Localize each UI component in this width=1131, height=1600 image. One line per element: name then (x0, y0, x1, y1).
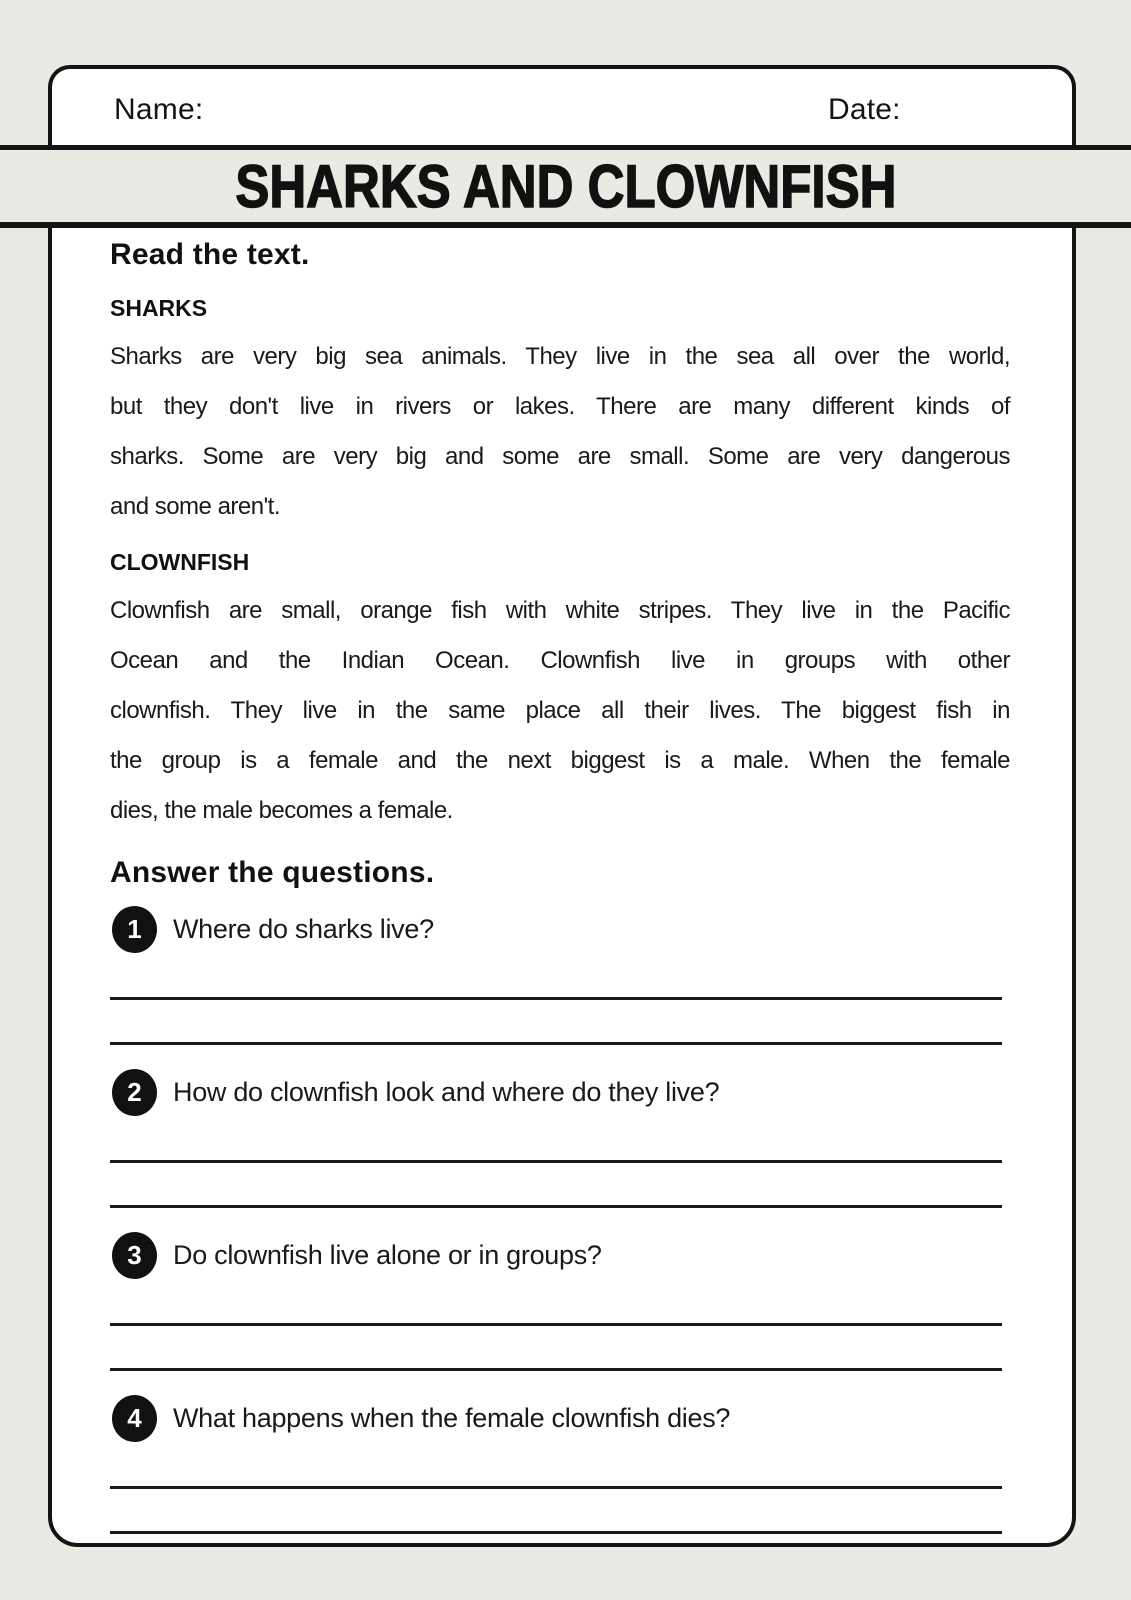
question-text: Do clownfish live alone or in groups? (173, 1240, 602, 1270)
clownfish-paragraph (110, 586, 1010, 836)
answer-line[interactable] (110, 1042, 1002, 1045)
question-number-badge: 4 (112, 1395, 157, 1442)
question-row (112, 1069, 1010, 1116)
sharks-paragraph (110, 332, 1010, 532)
question-text: What happens when the female clownfish dies? (173, 1403, 731, 1433)
date-input-area[interactable] (912, 89, 1062, 129)
question-text: How do clownfish look and where do they live? (173, 1077, 720, 1107)
paragraph-line: sharks. Some are very big and some are small. Some are very dangerous (110, 443, 1010, 470)
name-input-area[interactable] (222, 89, 762, 129)
question-row (112, 1232, 1010, 1279)
answer-line[interactable] (110, 1323, 1002, 1326)
paragraph-line: Ocean and the Indian Ocean. Clownfish live in groups with other (110, 647, 1010, 674)
answer-instruction: Answer the questions. (110, 856, 435, 889)
answer-line[interactable] (110, 1160, 1002, 1163)
section-heading-clownfish: CLOWNFISH (110, 549, 250, 575)
paragraph-line: the group is a female and the next biggest is a male. When the female (110, 747, 1010, 774)
answer-line[interactable] (110, 1368, 1002, 1371)
paragraph-line: dies, the male becomes a female. (110, 797, 453, 824)
section-heading-sharks: SHARKS (110, 295, 208, 321)
question-number-badge: 1 (112, 906, 157, 953)
answer-line[interactable] (110, 1531, 1002, 1534)
name-label: Name: (114, 93, 204, 126)
question-number-badge: 2 (112, 1069, 157, 1116)
paragraph-line: clownfish. They live in the same place all their lives. The biggest fish in (110, 697, 1010, 724)
paragraph-line: Sharks are very big sea animals. They live in the sea all over the world, (110, 343, 1010, 370)
title-banner (0, 145, 1131, 228)
question-item-1 (110, 906, 1010, 1045)
answer-line[interactable] (110, 1486, 1002, 1489)
worksheet-title: SHARKS AND CLOWNFISH (234, 152, 897, 220)
read-instruction: Read the text. (110, 238, 310, 271)
question-item-3 (110, 1232, 1010, 1371)
question-number-badge: 3 (112, 1232, 157, 1279)
name-date-box (48, 65, 1076, 157)
question-item-2 (110, 1069, 1010, 1208)
answer-line[interactable] (110, 997, 1002, 1000)
date-label: Date: (828, 93, 901, 126)
content-box (48, 223, 1076, 1547)
question-item-4 (110, 1395, 1010, 1534)
paragraph-line: but they don't live in rivers or lakes. There are many different kinds of (110, 393, 1010, 420)
paragraph-line: Clownfish are small, orange fish with white stripes. They live in the Pacific (110, 597, 1010, 624)
question-row (112, 906, 1010, 953)
paragraph-line: and some aren't. (110, 493, 281, 520)
answer-line[interactable] (110, 1205, 1002, 1208)
question-row (112, 1395, 1010, 1442)
question-text: Where do sharks live? (173, 914, 434, 944)
